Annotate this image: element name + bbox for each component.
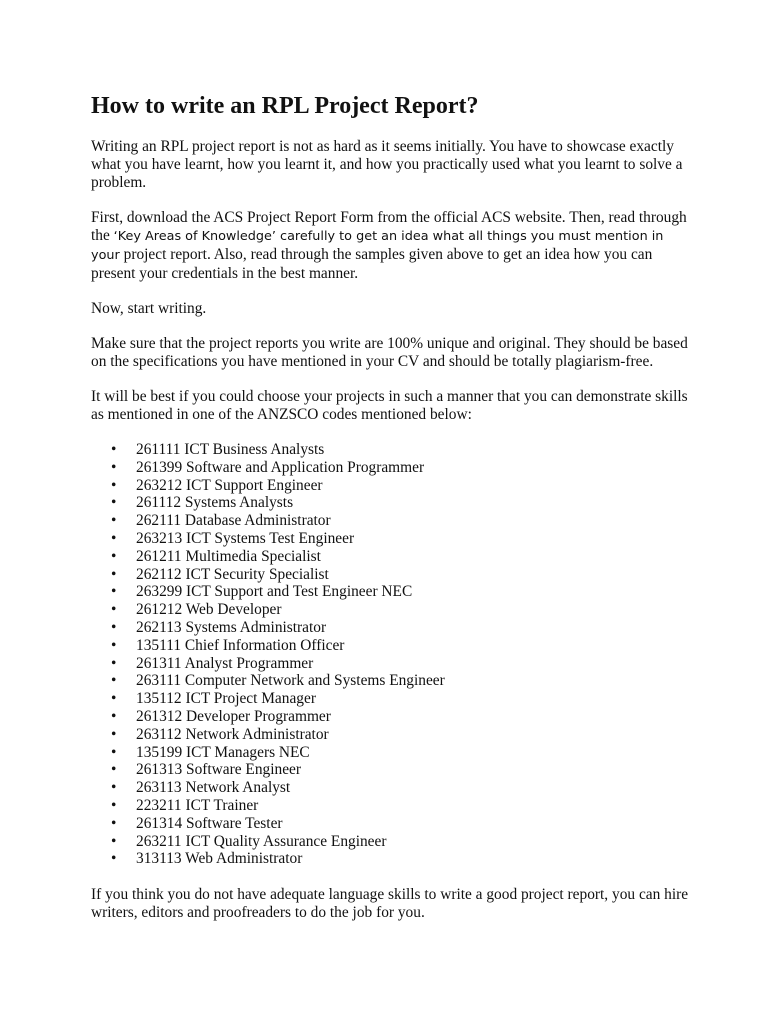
list-item-text: 135199 ICT Managers NEC: [136, 743, 310, 761]
paragraph-unique: Make sure that the project reports you write are 100% unique and original. They should be based on the specifications you have mentioned in your CV and should be totally plagiarism-free.: [91, 335, 688, 370]
bullet-icon: •: [111, 476, 117, 494]
bullet-icon: •: [111, 796, 117, 814]
bullet-icon: •: [111, 672, 117, 690]
list-item-text: 262112 ICT Security Specialist: [136, 565, 329, 583]
list-item-text: 313113 Web Administrator: [136, 850, 303, 868]
paragraph-download-form-part1: First, download the ACS Project Report Form from the official ACS website. Then, read through the: [91, 209, 687, 244]
bullet-icon: •: [111, 850, 117, 868]
bullet-icon: •: [111, 832, 117, 850]
bullet-icon: •: [111, 725, 117, 743]
list-item: [91, 530, 691, 548]
list-item: [91, 833, 691, 851]
list-item: [91, 726, 691, 744]
anzsco-code-list: [91, 441, 691, 868]
list-item-text: 262113 Systems Administrator: [136, 618, 327, 636]
list-item-text: 263213 ICT Systems Test Engineer: [136, 529, 355, 547]
bullet-icon: •: [111, 814, 117, 832]
list-item: [91, 779, 691, 797]
list-item: [91, 583, 691, 601]
bullet-icon: •: [111, 565, 117, 583]
list-item: [91, 761, 691, 779]
bullet-icon: •: [111, 441, 117, 458]
paragraph-hire-writers: If you think you do not have adequate language skills to write a good project report, you can hire writers, editors and proofreaders to do the job for you.: [91, 886, 689, 922]
bullet-icon: •: [111, 779, 117, 797]
list-item: [91, 601, 691, 619]
paragraph-download-form: [91, 209, 691, 283]
bullet-icon: •: [111, 761, 117, 779]
bullet-icon: •: [111, 583, 117, 601]
list-item: [91, 672, 691, 690]
document-title: How to write an RPL Project Report?: [91, 93, 479, 119]
list-item-text: 135111 Chief Information Officer: [136, 636, 345, 654]
list-item: [91, 637, 691, 655]
paragraph-download-form-part2: ‘Key Areas of Knowledge’ carefully to get an idea what all things you must mention in your: [91, 229, 664, 263]
list-item: [91, 441, 691, 459]
bullet-icon: •: [111, 512, 117, 530]
list-item-text: 263299 ICT Support and Test Engineer NEC: [136, 583, 413, 601]
list-item-text: 263112 Network Administrator: [136, 725, 329, 743]
list-item: [91, 566, 691, 584]
list-item: [91, 512, 691, 530]
bullet-icon: •: [111, 494, 117, 512]
bullet-icon: •: [111, 636, 117, 654]
paragraph-intro: Writing an RPL project report is not as hard as it seems initially. You have to showcase exactly what you have learnt, how you learnt it, and how you practically used what you learnt to solve a problem.: [91, 138, 683, 191]
list-item-text: 263111 Computer Network and Systems Engineer: [136, 672, 445, 690]
bullet-icon: •: [111, 618, 117, 636]
bullet-icon: •: [111, 601, 117, 619]
bullet-icon: •: [111, 690, 117, 708]
bullet-icon: •: [111, 707, 117, 725]
list-item: [91, 815, 691, 833]
list-item: [91, 459, 691, 477]
list-item: [91, 655, 691, 673]
bullet-icon: •: [111, 529, 117, 547]
list-item-text: 261311 Analyst Programmer: [136, 654, 314, 672]
list-item: [91, 797, 691, 815]
list-item-text: 263113 Network Analyst: [136, 779, 291, 797]
paragraph-start-writing: Now, start writing.: [91, 300, 207, 317]
list-item-text: 263211 ICT Quality Assurance Engineer: [136, 832, 387, 850]
list-item: [91, 744, 691, 762]
list-item: [91, 708, 691, 726]
list-item: [91, 619, 691, 637]
bullet-icon: •: [111, 547, 117, 565]
bullet-icon: •: [111, 458, 117, 476]
list-item-text: 261211 Multimedia Specialist: [136, 547, 321, 565]
list-item-text: 261399 Software and Application Programmer: [136, 458, 425, 476]
list-item: [91, 850, 691, 868]
bullet-icon: •: [111, 743, 117, 761]
list-item: [91, 494, 691, 512]
list-item-text: 261314 Software Tester: [136, 814, 283, 832]
list-item-text: 261313 Software Engineer: [136, 761, 301, 779]
list-item-text: 261212 Web Developer: [136, 601, 282, 619]
list-item-text: 135112 ICT Project Manager: [136, 690, 316, 708]
list-item-text: 261111 ICT Business Analysts: [136, 441, 325, 458]
paragraph-download-form-part3: project report. Also, read through the samples given above to get an idea how you can present your credentials in the best manner.: [91, 246, 653, 282]
list-item-text: 261112 Systems Analysts: [136, 494, 294, 512]
list-item-text: 263212 ICT Support Engineer: [136, 476, 323, 494]
document-page: [91, 91, 691, 939]
list-item-text: 261312 Developer Programmer: [136, 707, 331, 725]
list-item-text: 223211 ICT Trainer: [136, 796, 259, 814]
list-item: [91, 690, 691, 708]
list-item: [91, 477, 691, 495]
paragraph-anzsco-intro: It will be best if you could choose your projects in such a manner that you can demonstrate skills as mentioned in one of the ANZSCO codes mentioned below:: [91, 388, 688, 423]
bullet-icon: •: [111, 654, 117, 672]
list-item-text: 262111 Database Administrator: [136, 512, 331, 530]
list-item: [91, 548, 691, 566]
